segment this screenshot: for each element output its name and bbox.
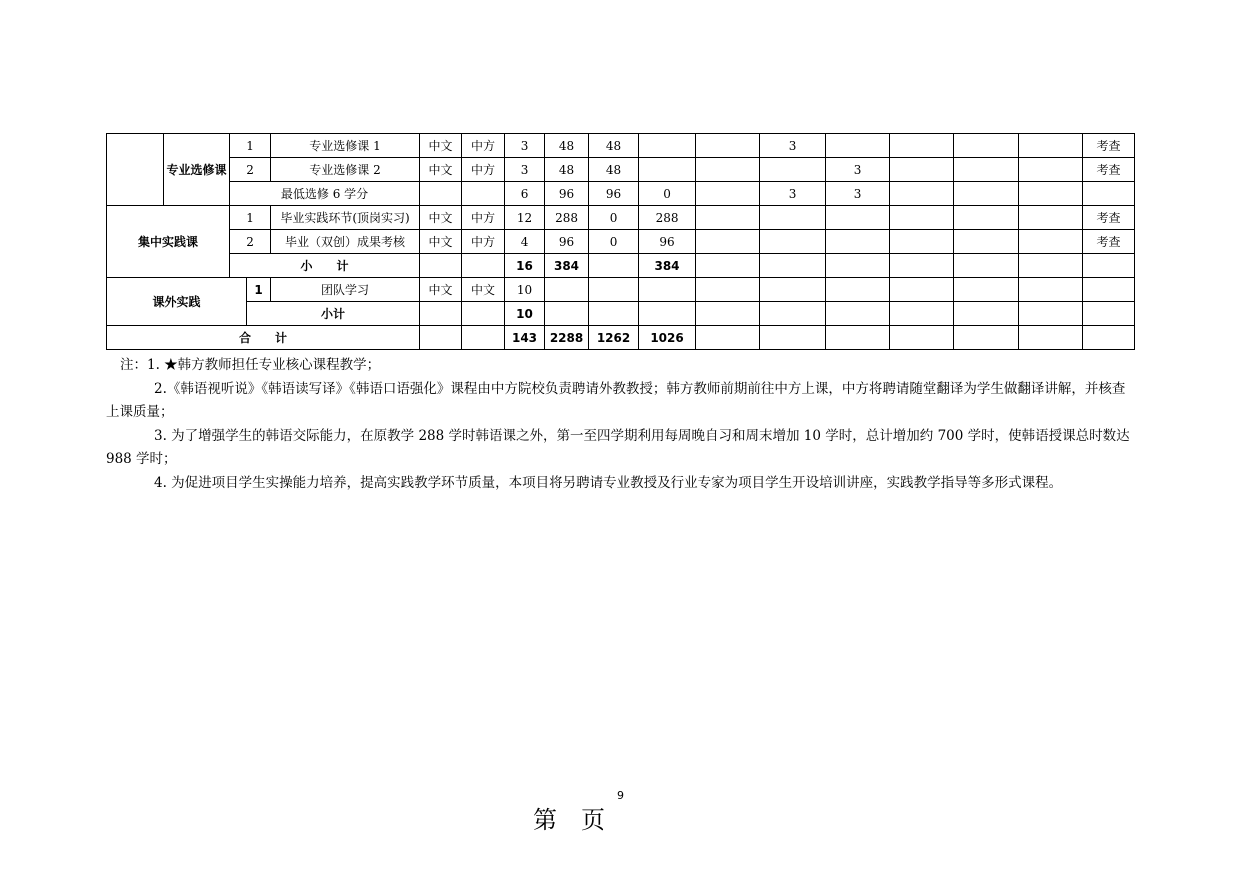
term-cell	[826, 326, 890, 350]
minimum-elective-label: 最低选修 6 学分	[230, 182, 420, 206]
term-cell	[890, 278, 954, 302]
term-cell	[1019, 326, 1083, 350]
note-2: 2.《韩语视听说》《韩语读写译》《韩语口语强化》课程由中方院校负责聘请外教教授；韩方教师前期前往中方上课，中方将聘请随堂翻译为学生做翻译讲解，并核查上课质量；	[106, 380, 1126, 420]
course-side: 中方	[462, 158, 505, 182]
term-cell	[696, 158, 760, 182]
term-cell	[696, 278, 760, 302]
subtotal-label: 小 计	[230, 254, 420, 278]
blank-cell	[420, 182, 462, 206]
blank-cell	[545, 302, 589, 326]
grand-total-row	[107, 326, 1135, 350]
min-total-hours: 96	[545, 182, 589, 206]
course-no: 1	[230, 134, 271, 158]
course-no: 2	[230, 158, 271, 182]
term-cell	[1019, 158, 1083, 182]
term-cell	[760, 230, 826, 254]
term-cell: 3	[826, 158, 890, 182]
subtotal-credit: 10	[505, 302, 545, 326]
elective-minimum-row	[107, 182, 1135, 206]
course-language: 中文	[420, 134, 462, 158]
term-cell	[890, 254, 954, 278]
term-cell	[1019, 182, 1083, 206]
blank-cell	[1083, 254, 1135, 278]
term-cell	[760, 326, 826, 350]
blank-cell	[462, 254, 505, 278]
grand-total-practice: 1026	[639, 326, 696, 350]
subtotal-theory-hours	[589, 254, 639, 278]
course-side: 中方	[462, 134, 505, 158]
term-cell	[954, 230, 1019, 254]
blank-cell	[420, 302, 462, 326]
curriculum-table	[106, 133, 1135, 350]
term-cell	[890, 230, 954, 254]
term-cell	[890, 302, 954, 326]
course-name: 专业选修课 1	[271, 134, 420, 158]
grand-total-theory: 1262	[589, 326, 639, 350]
blank-cell	[589, 302, 639, 326]
note-4: 4. 为促进项目学生实操能力培养，提高实践教学环节质量，本项目将另聘请专业教授及行业专家为项目学生开设培训讲座，实践教学指导等多形式课程。	[154, 474, 1063, 491]
term-cell	[890, 158, 954, 182]
course-credit: 4	[505, 230, 545, 254]
term-cell	[954, 254, 1019, 278]
term-cell: 3	[760, 134, 826, 158]
note-1: 注：1. ★韩方教师担任专业核心课程教学；	[120, 357, 381, 373]
term-cell	[890, 134, 954, 158]
course-assessment: 考查	[1083, 134, 1135, 158]
term-cell	[954, 206, 1019, 230]
course-theory-hours: 0	[589, 230, 639, 254]
course-no: 1	[247, 278, 271, 302]
footer-di: 第	[533, 806, 559, 834]
term-cell: 3	[826, 182, 890, 206]
extracurricular-group-label: 课外实践	[107, 278, 247, 326]
course-name: 团队学习	[271, 278, 420, 302]
term-cell	[826, 230, 890, 254]
blank-cell	[1083, 302, 1135, 326]
course-practice-hours	[639, 158, 696, 182]
term-cell	[696, 206, 760, 230]
centralized-subtotal-row	[107, 254, 1135, 278]
course-total-hours: 48	[545, 158, 589, 182]
note-3: 3. 为了增强学生的韩语交际能力，在原教学 288 学时韩语课之外，第一至四学期利用每周晚自习和周末增加 10 学时，总计增加约 700 学时，使韩语授课总时数达 988 学时；	[106, 427, 1130, 467]
term-cell	[826, 206, 890, 230]
course-name: 毕业（双创）成果考核	[271, 230, 420, 254]
course-side: 中方	[462, 206, 505, 230]
blank-cell	[420, 326, 462, 350]
term-cell	[954, 302, 1019, 326]
term-cell	[890, 326, 954, 350]
term-cell	[826, 302, 890, 326]
elective-row-1	[107, 134, 1135, 158]
course-name: 毕业实践环节(顶岗实习)	[271, 206, 420, 230]
elective-row-2	[107, 158, 1135, 182]
term-cell	[1019, 302, 1083, 326]
subtotal-practice-hours: 384	[639, 254, 696, 278]
course-credit: 3	[505, 158, 545, 182]
term-cell	[954, 278, 1019, 302]
centralized-row-1	[107, 206, 1135, 230]
grand-total-hours: 2288	[545, 326, 589, 350]
term-cell	[696, 326, 760, 350]
category-cell-blank	[107, 134, 164, 206]
elective-group-label: 专业选修课	[164, 134, 230, 206]
course-assessment: 考查	[1083, 206, 1135, 230]
term-cell	[696, 230, 760, 254]
blank-cell	[545, 278, 589, 302]
course-name: 专业选修课 2	[271, 158, 420, 182]
term-cell	[954, 134, 1019, 158]
course-practice-hours	[639, 134, 696, 158]
term-cell	[1019, 254, 1083, 278]
term-cell	[890, 206, 954, 230]
centralized-group-label: 集中实践课	[107, 206, 230, 278]
term-cell	[1019, 134, 1083, 158]
course-language: 中文	[420, 278, 462, 302]
blank-cell	[639, 302, 696, 326]
subtotal-credit: 16	[505, 254, 545, 278]
subtotal-total-hours: 384	[545, 254, 589, 278]
grand-total-label: 合 计	[107, 326, 420, 350]
course-assessment: 考查	[1083, 230, 1135, 254]
blank-cell	[589, 278, 639, 302]
term-cell	[826, 278, 890, 302]
subtotal-label: 小计	[247, 302, 420, 326]
course-side: 中方	[462, 230, 505, 254]
extracurricular-row	[107, 278, 1135, 302]
course-no: 1	[230, 206, 271, 230]
term-cell	[760, 278, 826, 302]
term-cell	[696, 134, 760, 158]
min-credit: 6	[505, 182, 545, 206]
course-no: 2	[230, 230, 271, 254]
term-cell	[760, 302, 826, 326]
term-cell	[760, 254, 826, 278]
page-number: 9	[617, 789, 624, 802]
course-credit: 3	[505, 134, 545, 158]
term-cell	[826, 254, 890, 278]
course-credit: 12	[505, 206, 545, 230]
min-assessment	[1083, 182, 1135, 206]
footer-ye: 页	[581, 806, 607, 834]
term-cell	[954, 326, 1019, 350]
term-cell	[1019, 206, 1083, 230]
course-assessment: 考查	[1083, 158, 1135, 182]
extracurricular-subtotal-row	[107, 302, 1135, 326]
centralized-row-2	[107, 230, 1135, 254]
blank-cell	[462, 302, 505, 326]
min-theory-hours: 96	[589, 182, 639, 206]
term-cell	[1019, 230, 1083, 254]
term-cell	[696, 182, 760, 206]
course-language: 中文	[420, 230, 462, 254]
term-cell	[954, 158, 1019, 182]
course-total-hours: 48	[545, 134, 589, 158]
blank-cell	[462, 182, 505, 206]
course-language: 中文	[420, 158, 462, 182]
course-theory-hours: 48	[589, 134, 639, 158]
term-cell	[826, 134, 890, 158]
term-cell	[1019, 278, 1083, 302]
course-theory-hours: 0	[589, 206, 639, 230]
term-cell	[696, 254, 760, 278]
blank-cell	[1083, 326, 1135, 350]
course-side: 中文	[462, 278, 505, 302]
course-theory-hours: 48	[589, 158, 639, 182]
blank-cell	[462, 326, 505, 350]
course-practice-hours: 96	[639, 230, 696, 254]
blank-cell	[420, 254, 462, 278]
course-total-hours: 288	[545, 206, 589, 230]
min-practice-hours: 0	[639, 182, 696, 206]
term-cell	[890, 182, 954, 206]
page-footer	[533, 800, 607, 835]
blank-cell	[1083, 278, 1135, 302]
grand-total-credit: 143	[505, 326, 545, 350]
course-total-hours: 96	[545, 230, 589, 254]
blank-cell	[639, 278, 696, 302]
term-cell	[954, 182, 1019, 206]
term-cell	[760, 206, 826, 230]
course-practice-hours: 288	[639, 206, 696, 230]
term-cell	[696, 302, 760, 326]
course-credit: 10	[505, 278, 545, 302]
notes-section	[106, 354, 1136, 495]
term-cell	[760, 158, 826, 182]
term-cell: 3	[760, 182, 826, 206]
course-language: 中文	[420, 206, 462, 230]
